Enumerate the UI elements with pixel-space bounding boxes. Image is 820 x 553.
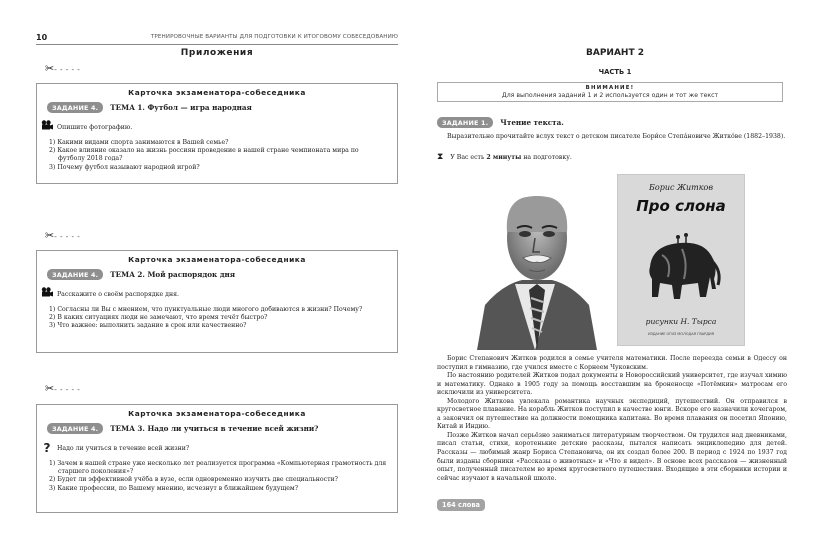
right-page [410, 0, 820, 553]
question-item: 2) В каких ситуациях люди не замечают, что время течёт быстро? [49, 314, 268, 322]
task-title: Чтение текста. [500, 118, 564, 127]
question-item: 1) Какими видами спорта занимаются в Вашей семье? [49, 139, 229, 146]
running-head [36, 33, 398, 45]
book-cover [617, 174, 745, 346]
paragraph: Позже Житков начал серьёзно заниматься литературным творчеством. Он трудился над дневниками, писал статьи, стихи, коротенькие детские рассказы, пытался написать энциклопедию для детей. Рассказы — любимый жанр Бориса Степановича, он их создал более 200. В период с 1924 по 1937 год были изданы сборники «Рассказы о животных» и «Что я видел». В основе всех рассказов — жизненный опыт, полученный писателем во время кругосветного путешествия. Входящие в эти сборники истории и сейчас изучают в начальной школе. [437, 431, 787, 482]
card-topic: ТЕМА 2. Мой распорядок дня [110, 270, 236, 279]
card-topic: ТЕМА 3. Надо ли учиться в течение всей жизни? [110, 424, 319, 433]
hourglass-icon: ⧗ [437, 152, 444, 162]
card-prompt: Расскажите о своём распорядке дня. [57, 290, 179, 298]
camera-icon [41, 287, 53, 301]
card-title: Карточка экзаменатора-собеседника [128, 255, 306, 264]
paragraph: По настоянию родителей Житков подал документы в Новороссийский университет, где изучал химию и математику. Однако в 1905 году за помощь восставшим на броненосце «Потёмкин» матросам его исключили из университета. [437, 372, 787, 397]
question-list [47, 460, 387, 493]
scissors-icon: ✂- - - - - [45, 229, 81, 242]
scissors-icon: ✂- - - - - [45, 62, 81, 75]
question-list [47, 139, 387, 172]
task-intro: Выразительно прочитайте вслух текст о детском писателе Бори́се Степа́новиче Житко́ве (1882–1938). [447, 133, 786, 140]
scissors-icon: ✂- - - - - [45, 382, 81, 395]
paragraph: Молодого Житкова увлекала романтика научных экспедиций, путешествий. Он отправился в кругосветное плавание. На корабль Житков поступил в качестве юнги. Вскоре его назначили кочегаром, а закончил он путешествие на должности помощника капитана. Во время плавания он посетил Японию, Китай и Индию. [437, 397, 787, 431]
task-badge: ЗАДАНИЕ 4. [47, 269, 103, 280]
running-title: ТРЕНИРОВОЧНЫЕ ВАРИАНТЫ ДЛЯ ПОДГОТОВКИ К ИТОГОВОМУ СОБЕСЕДОВАНИЮ [150, 34, 398, 40]
card-title: Карточка экзаменатора-собеседника [128, 88, 306, 97]
question-item: 2) Будет ли эффективной учёба в вузе, если одновременно изучить две специальности? [49, 476, 338, 484]
examiner-card-2 [36, 250, 398, 353]
question-item: 3) Почему футбол называют народной игрой? [49, 163, 200, 171]
card-title: Карточка экзаменатора-собеседника [128, 409, 306, 418]
section-title: Приложения [180, 48, 254, 58]
cover-title: Про слона [636, 197, 726, 215]
prep-time [437, 152, 572, 162]
elephant-illustration [642, 227, 724, 307]
examiner-card-1 [36, 83, 398, 184]
cover-illustrator: рисунки Н. Тырса [645, 317, 717, 326]
task-badge: ЗАДАНИЕ 4. [47, 102, 103, 113]
camera-icon [41, 120, 53, 134]
cover-publisher: ИЗДАНИЕ ОГИЗ МОЛОДАЯ ГВАРДИЯ [647, 332, 715, 336]
prep-text-after: на подготовку. [523, 153, 572, 161]
paragraph: Борис Степанович Житков родился в семье учителя математики. После переезда семьи в Одессу он поступил в гимназию, где учился вместе с Корнеем Чуковским. [437, 355, 787, 371]
part-title: ЧАСТЬ 1 [598, 68, 632, 76]
attention-box [437, 82, 783, 102]
variant-title: ВАРИАНТ 2 [586, 48, 644, 58]
question-list [47, 306, 387, 331]
question-item: 2) Какое влияние оказало на жизнь россиян проведение в нашей стране чемпионата мира по футболу 2018 года? [49, 147, 359, 163]
attention-title: ВНИМАНИЕ! [585, 85, 635, 91]
task-header [437, 117, 564, 128]
question-item: 1) Согласны ли Вы с мнением, что пунктуальные люди многого добиваются в жизни? Почему? [49, 306, 363, 313]
question-icon: ? [43, 441, 51, 455]
word-count-badge: 164 слова [437, 499, 485, 511]
prep-text-before: У Вас есть [450, 153, 485, 161]
question-item: 1) Зачем в нашей стране уже несколько лет реализуется программа «Компьютерная грамотность для старшего поколения»? [49, 460, 387, 476]
examiner-card-3 [36, 404, 398, 513]
reading-text [437, 355, 787, 483]
task-badge: ЗАДАНИЕ 4. [47, 423, 103, 434]
page-number: 10 [36, 33, 48, 42]
cover-author: Борис Житков [649, 183, 713, 192]
question-item: 3) Что важнее: выполнить задание в срок или качественно? [49, 322, 247, 330]
card-prompt: Опишите фотографию. [57, 123, 133, 131]
card-prompt: Надо ли учиться в течение всей жизни? [57, 444, 190, 452]
question-item: 3) Какие профессии, по Вашему мнению, исчезнут в ближайшем будущем? [49, 484, 299, 492]
prep-duration: 2 минуты [486, 153, 522, 161]
task-badge: ЗАДАНИЕ 1. [437, 117, 493, 128]
card-topic: ТЕМА 1. Футбол — игра народная [110, 103, 252, 112]
attention-text: Для выполнения заданий 1 и 2 используется один и тот же текст [501, 92, 719, 99]
portrait-illustration [477, 180, 597, 350]
